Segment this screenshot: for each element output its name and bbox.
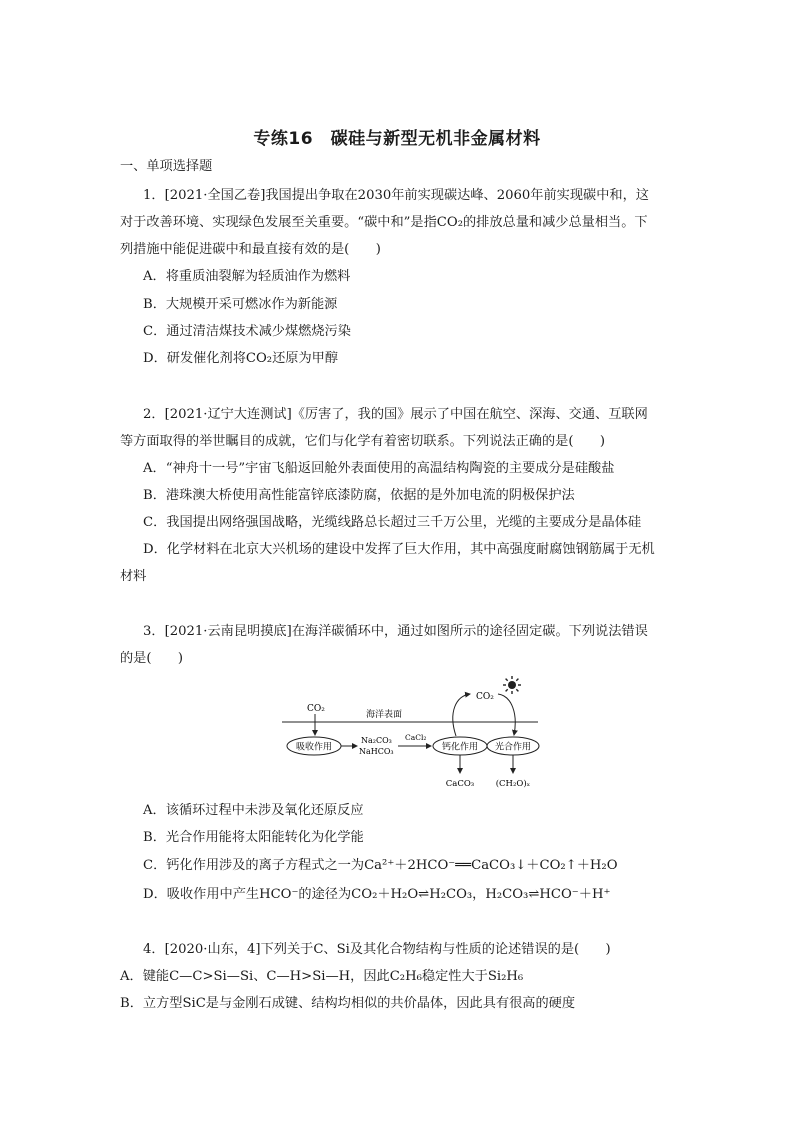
q1-option-b: B．大规模开采可燃冰作为新能源 [143, 297, 338, 312]
sodium-carbonate-label: Na₂CO₃ [361, 736, 392, 745]
q3-option-b: B．光合作用能将太阳能转化为化学能 [143, 830, 364, 845]
q2-stem-line2: 等方面取得的举世瞩目的成就，它们与化学有着密切联系。下列说法正确的是( ) [120, 434, 606, 449]
calcium-carbonate-label: CaCO₃ [445, 779, 475, 789]
section-heading: 一、单项选择题 [120, 159, 213, 174]
co2-left-label: CO₂ [307, 704, 325, 714]
q4-option-b: B．立方型SiC是与金刚石成键、结构均相似的共价晶体，因此具有很高的硬度 [120, 996, 576, 1011]
q2-option-d-line1: D．化学材料在北京大兴机场的建设中发挥了巨大作用，其中高强度耐腐蚀钢筋属于无机 [143, 542, 655, 557]
sun-icon [503, 676, 521, 694]
q4-option-a: A．键能C—C>Si—Si、C—H>Si—H，因此C₂H₆稳定性大于Si₂H₆ [120, 969, 524, 984]
carbohydrate-label: (CH₂O)ₓ [495, 779, 531, 789]
calcium-chloride-label: CaCl₂ [405, 733, 427, 742]
q1-stem-line3: 列措施中能促进碳中和最直接有效的是( ) [120, 242, 381, 257]
q3-stem-line2: 的是( ) [120, 651, 184, 666]
absorption-label: 吸收作用 [295, 742, 333, 753]
sea-surface-label: 海洋表面 [366, 710, 403, 720]
page-title: 专练16 碳硅与新型无机非金属材料 [253, 129, 541, 149]
q3-stem-line1: 3．[2021·云南昆明摸底]在海洋碳循环中，通过如图所示的途径固定碳。下列说法错误 [143, 624, 648, 639]
q3-option-c: C．钙化作用涉及的离子方程式之一为Ca²⁺＋2HCO⁻══CaCO₃↓＋CO₂↑＋H₂O [143, 858, 618, 873]
q2-option-d-line2: 材料 [120, 569, 147, 584]
q3-option-d: D．吸收作用中产生HCO⁻的途径为CO₂＋H₂O⇌H₂CO₃，H₂CO₃⇌HCO⁻＋H⁺ [143, 887, 611, 902]
q2-option-a: A．“神舟十一号”宇宙飞船返回舱外表面使用的高温结构陶瓷的主要成分是硅酸盐 [143, 461, 615, 476]
q1-option-a: A．将重质油裂解为轻质油作为燃料 [143, 269, 351, 284]
photosynthesis-label: 光合作用 [494, 742, 532, 753]
q1-stem-line2: 对于改善环境、实现绿色发展至关重要。“碳中和”是指CO₂的排放总量和减少总量相当。下 [120, 215, 648, 230]
q4-stem-line1: 4．[2020·山东，4]下列关于C、Si及其化合物结构与性质的论述错误的是( ) [143, 942, 611, 957]
calcification-label: 钙化作用 [441, 742, 479, 753]
sodium-bicarbonate-label: NaHCO₃ [359, 747, 394, 756]
q2-option-c: C．我国提出网络强国战略，光缆线路总长超过三千万公里，光缆的主要成分是晶体硅 [143, 515, 642, 530]
q2-stem-line1: 2．[2021·辽宁大连测试]《厉害了，我的国》展示了中国在航空、深海、交通、互联网 [143, 407, 648, 422]
q3-option-a: A．该循环过程中未涉及氧化还原反应 [143, 803, 364, 818]
co2-top-label: CO₂ [476, 692, 494, 702]
calcify-to-co2-arrow [453, 694, 470, 736]
ocean-carbon-cycle-diagram [270, 672, 550, 794]
co2-to-photo-arrow [498, 694, 515, 735]
q2-option-b: B．港珠澳大桥使用高性能富锌底漆防腐，依据的是外加电流的阴极保护法 [143, 488, 575, 503]
q1-option-d: D．研发催化剂将CO₂还原为甲醇 [143, 351, 339, 366]
q1-option-c: C．通过清洁煤技术减少煤燃烧污染 [143, 324, 351, 339]
q1-stem-line1: 1．[2021·全国乙卷]我国提出争取在2030年前实现碳达峰、2060年前实现碳中和，这 [143, 188, 649, 203]
